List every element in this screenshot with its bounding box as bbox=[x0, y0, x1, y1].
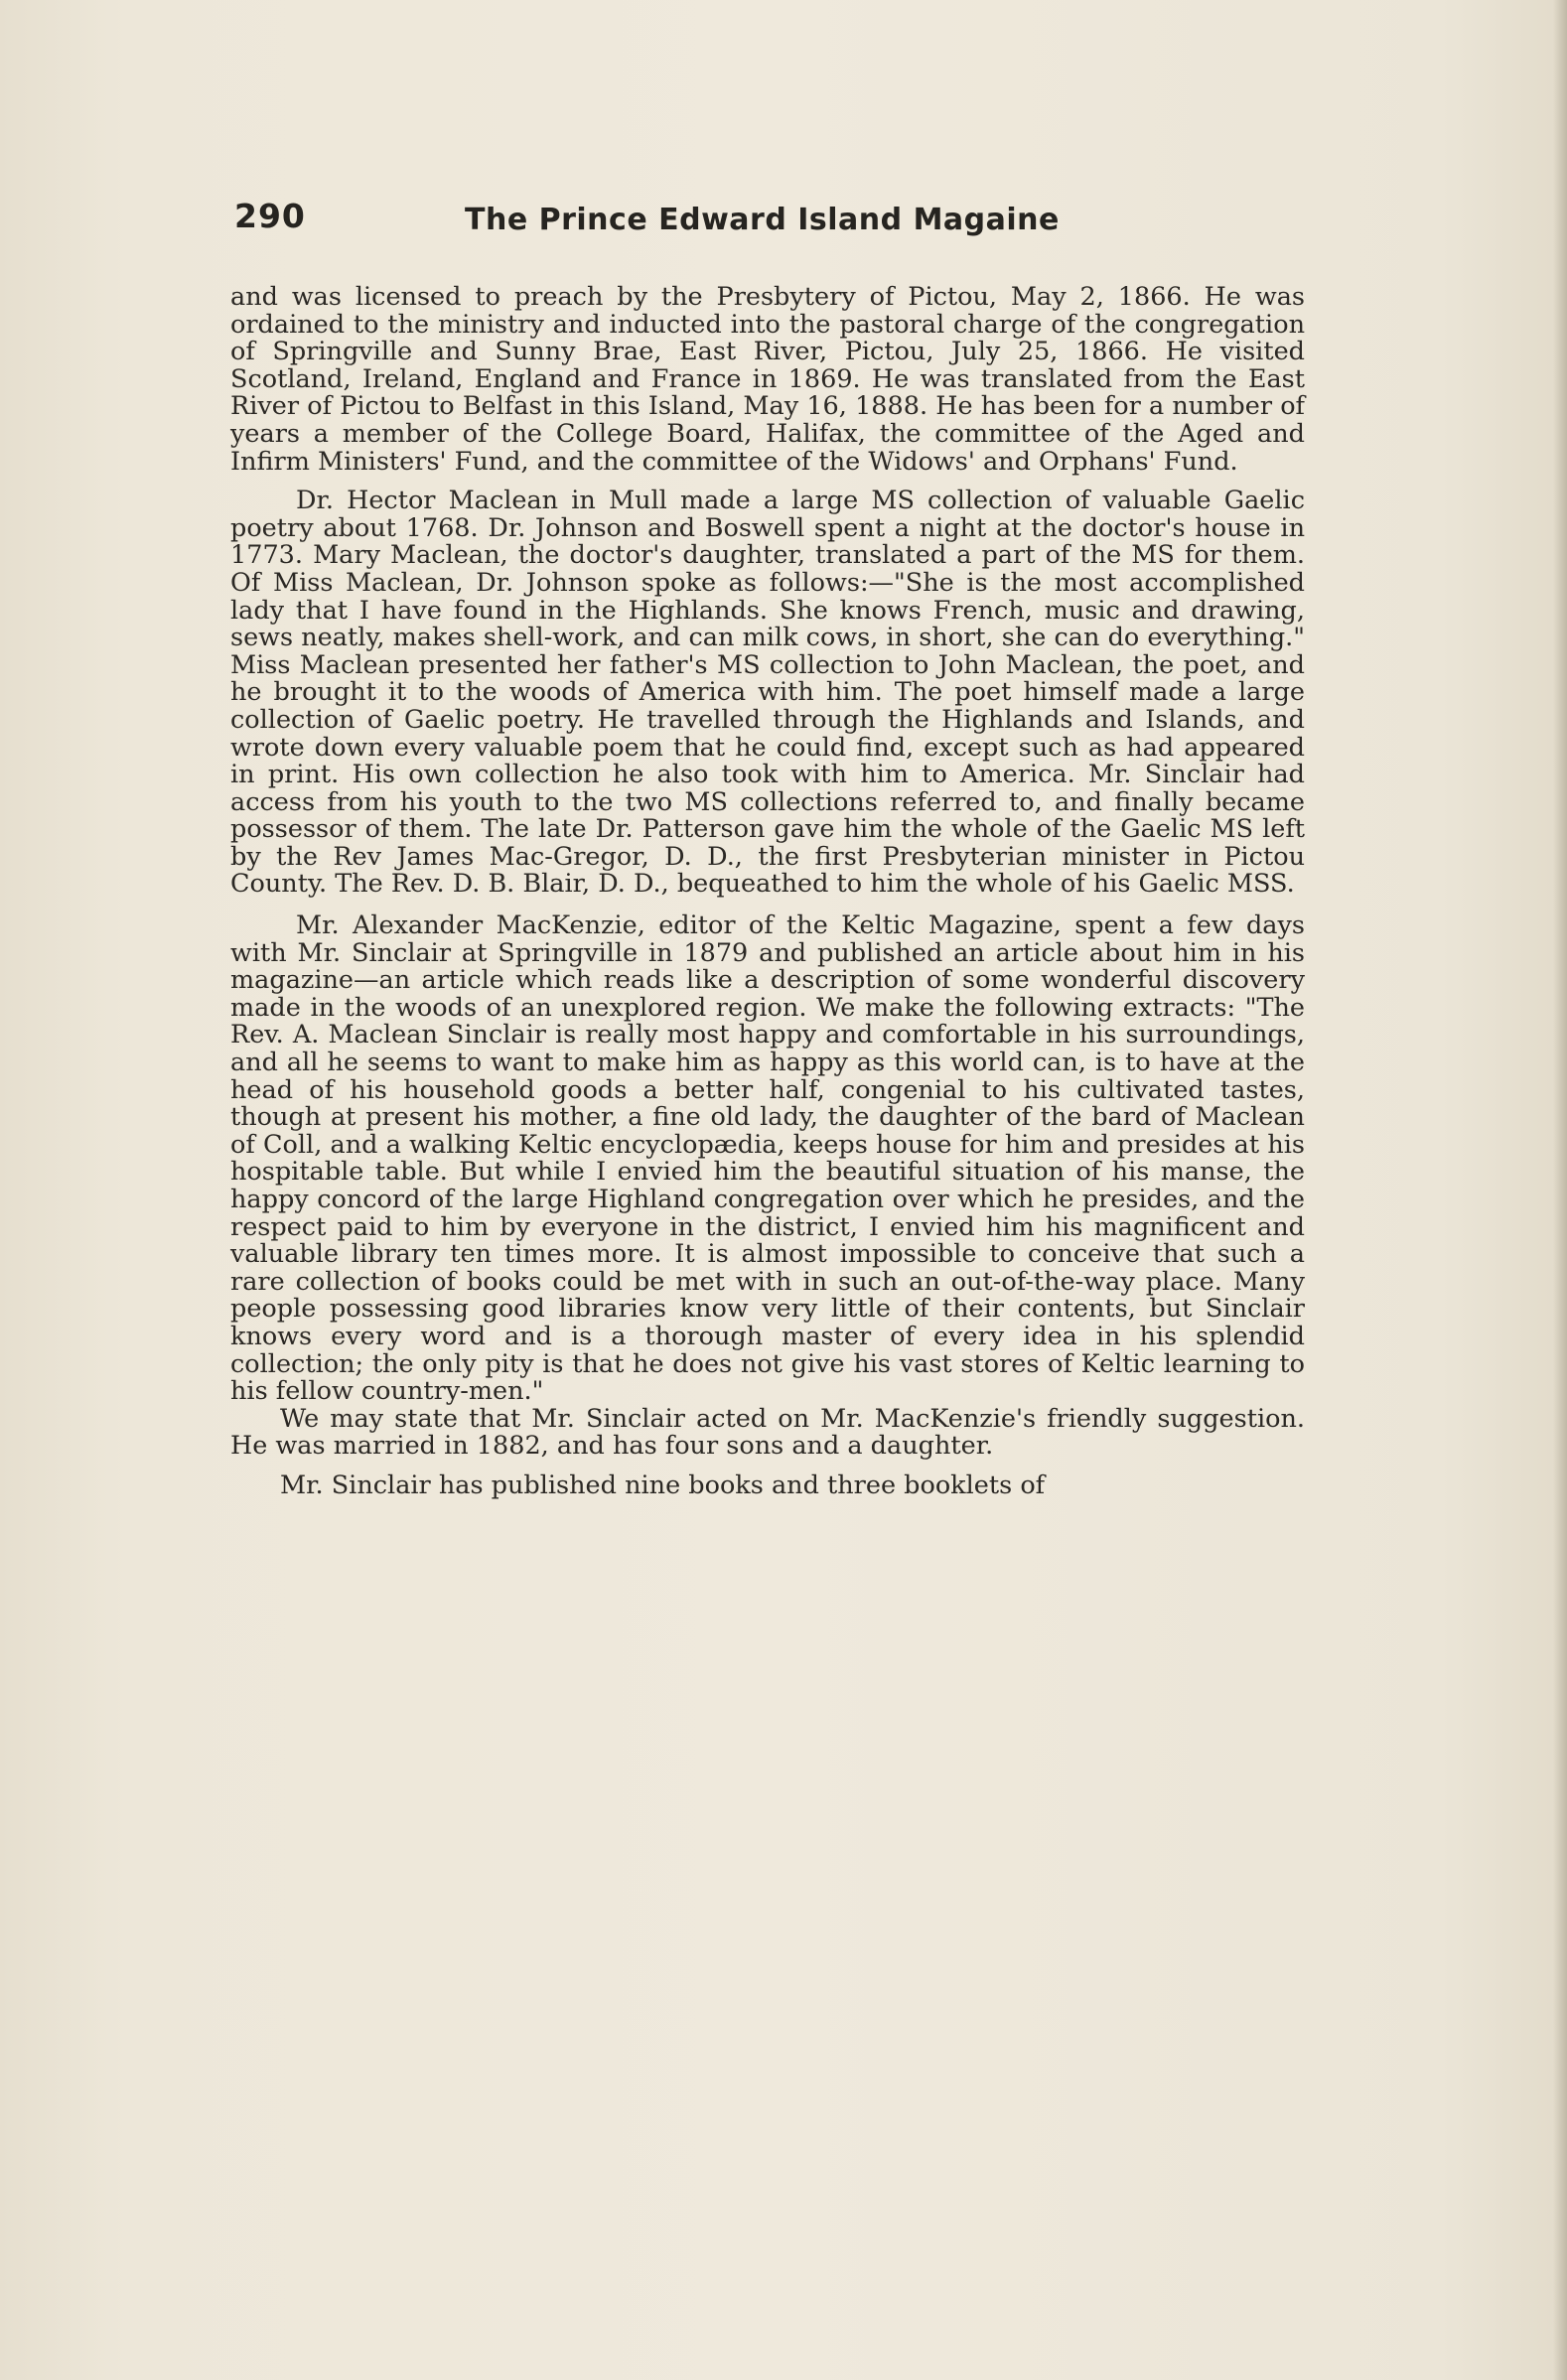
paragraph-maclean-collection: Dr. Hector Maclean in Mull made a large MS collection of valuable Gaelic poetry about 1768. Dr. Johnson and Boswell spent a night at the doctor's house in 1773. Mary Maclean, the doctor's daughter, translated a part of the MS for them. Of Miss Maclean, Dr. Johnson spoke as follows:—"She is the most accomplished lady that I have found in the Highlands. She knows French, music and drawing, sews neatly, makes shell-work, and can milk cows, in short, she can do everything." Miss Maclean presented her father's MS collection to John Maclean, the poet, and he brought it to the woods of America with him. The poet himself made a large collection of Gaelic poetry. He travelled through the Highlands and Islands, and wrote down every valuable poem that he could find, except such as had appeared in print. His own collection he also took with him to America. Mr. Sinclair had access from his youth to the two MS collections referred to, and finally became possessor of them. The late Dr. Patterson gave him the whole of the Gaelic MS left by the Rev James Mac-Gregor, D. D., the first Presbyterian minister in Pictou County. The Rev. D. B. Blair, D. D., bequeathed to him the whole of his Gaelic MSS. bbox=[230, 486, 1305, 900]
running-title: The Prince Edward Island Magaine bbox=[465, 203, 1060, 237]
paragraph-mackenzie-visit: Mr. Alexander MacKenzie, editor of the Keltic Magazine, spent a few days with Mr. Sinclair at Springville in 1879 and published an article about him in his magazine—an article which reads like a description of some wonderful discovery made in the woods of an unexplored region. We make the following extracts: "The Rev. A. Maclean Sinclair is really most happy and comfortable in his surroundings, and all he seems to want to make him as happy as this world can, is to have at the head of his household goods a better half, congenial to his cultivated tastes, though at present his mother, a fine old lady, the daughter of the bard of Maclean of Coll, and a walking Keltic encyclopædia, keeps house for him and presides at his hospitable table. But while I envied him the beautiful situation of his manse, the happy concord of the large Highland congregation over which he presides, and the respect paid to him by everyone in the district, I envied him his magnificent and valuable library ten times more. It is almost impossible to conceive that such a rare collection of books could be met with in such an out-of-the-way place. Many people possessing good libraries know very little of their contents, but Sinclair knows every word and is a thorough master of every idea in his splendid collection; the only pity is that he does not give his vast stores of Keltic learning to his fellow country-men." bbox=[230, 910, 1305, 1407]
paragraph-licensing: and was licensed to preach by the Presbytery of Pictou, May 2, 1866. He was ordained to the ministry and inducted into the pastoral charge of the congregation of Springville and Sunny Brae, East River, Pictou, July 25, 1866. He visited Scotland, Ireland, England and France in 1869. He was translated from the East River of Pictou to Belfast in this Island, May 16, 1888. He has been for a number of years a member of the College Board, Halifax, the committee of the Aged and Infirm Ministers' Fund, and the committee of the Widows' and Orphans' Fund. bbox=[230, 282, 1305, 477]
page-header bbox=[234, 197, 1307, 266]
page-number: 290 bbox=[234, 197, 306, 235]
paragraph-publications: Mr. Sinclair has published nine books and three booklets of bbox=[280, 1470, 1046, 1500]
paragraph-marriage: We may state that Mr. Sinclair acted on Mr. MacKenzie's friendly suggestion. He was married in 1882, and has four sons and a daughter. bbox=[230, 1403, 1305, 1462]
body-text bbox=[230, 284, 1305, 1500]
page-edge-shadow bbox=[1553, 0, 1567, 2380]
